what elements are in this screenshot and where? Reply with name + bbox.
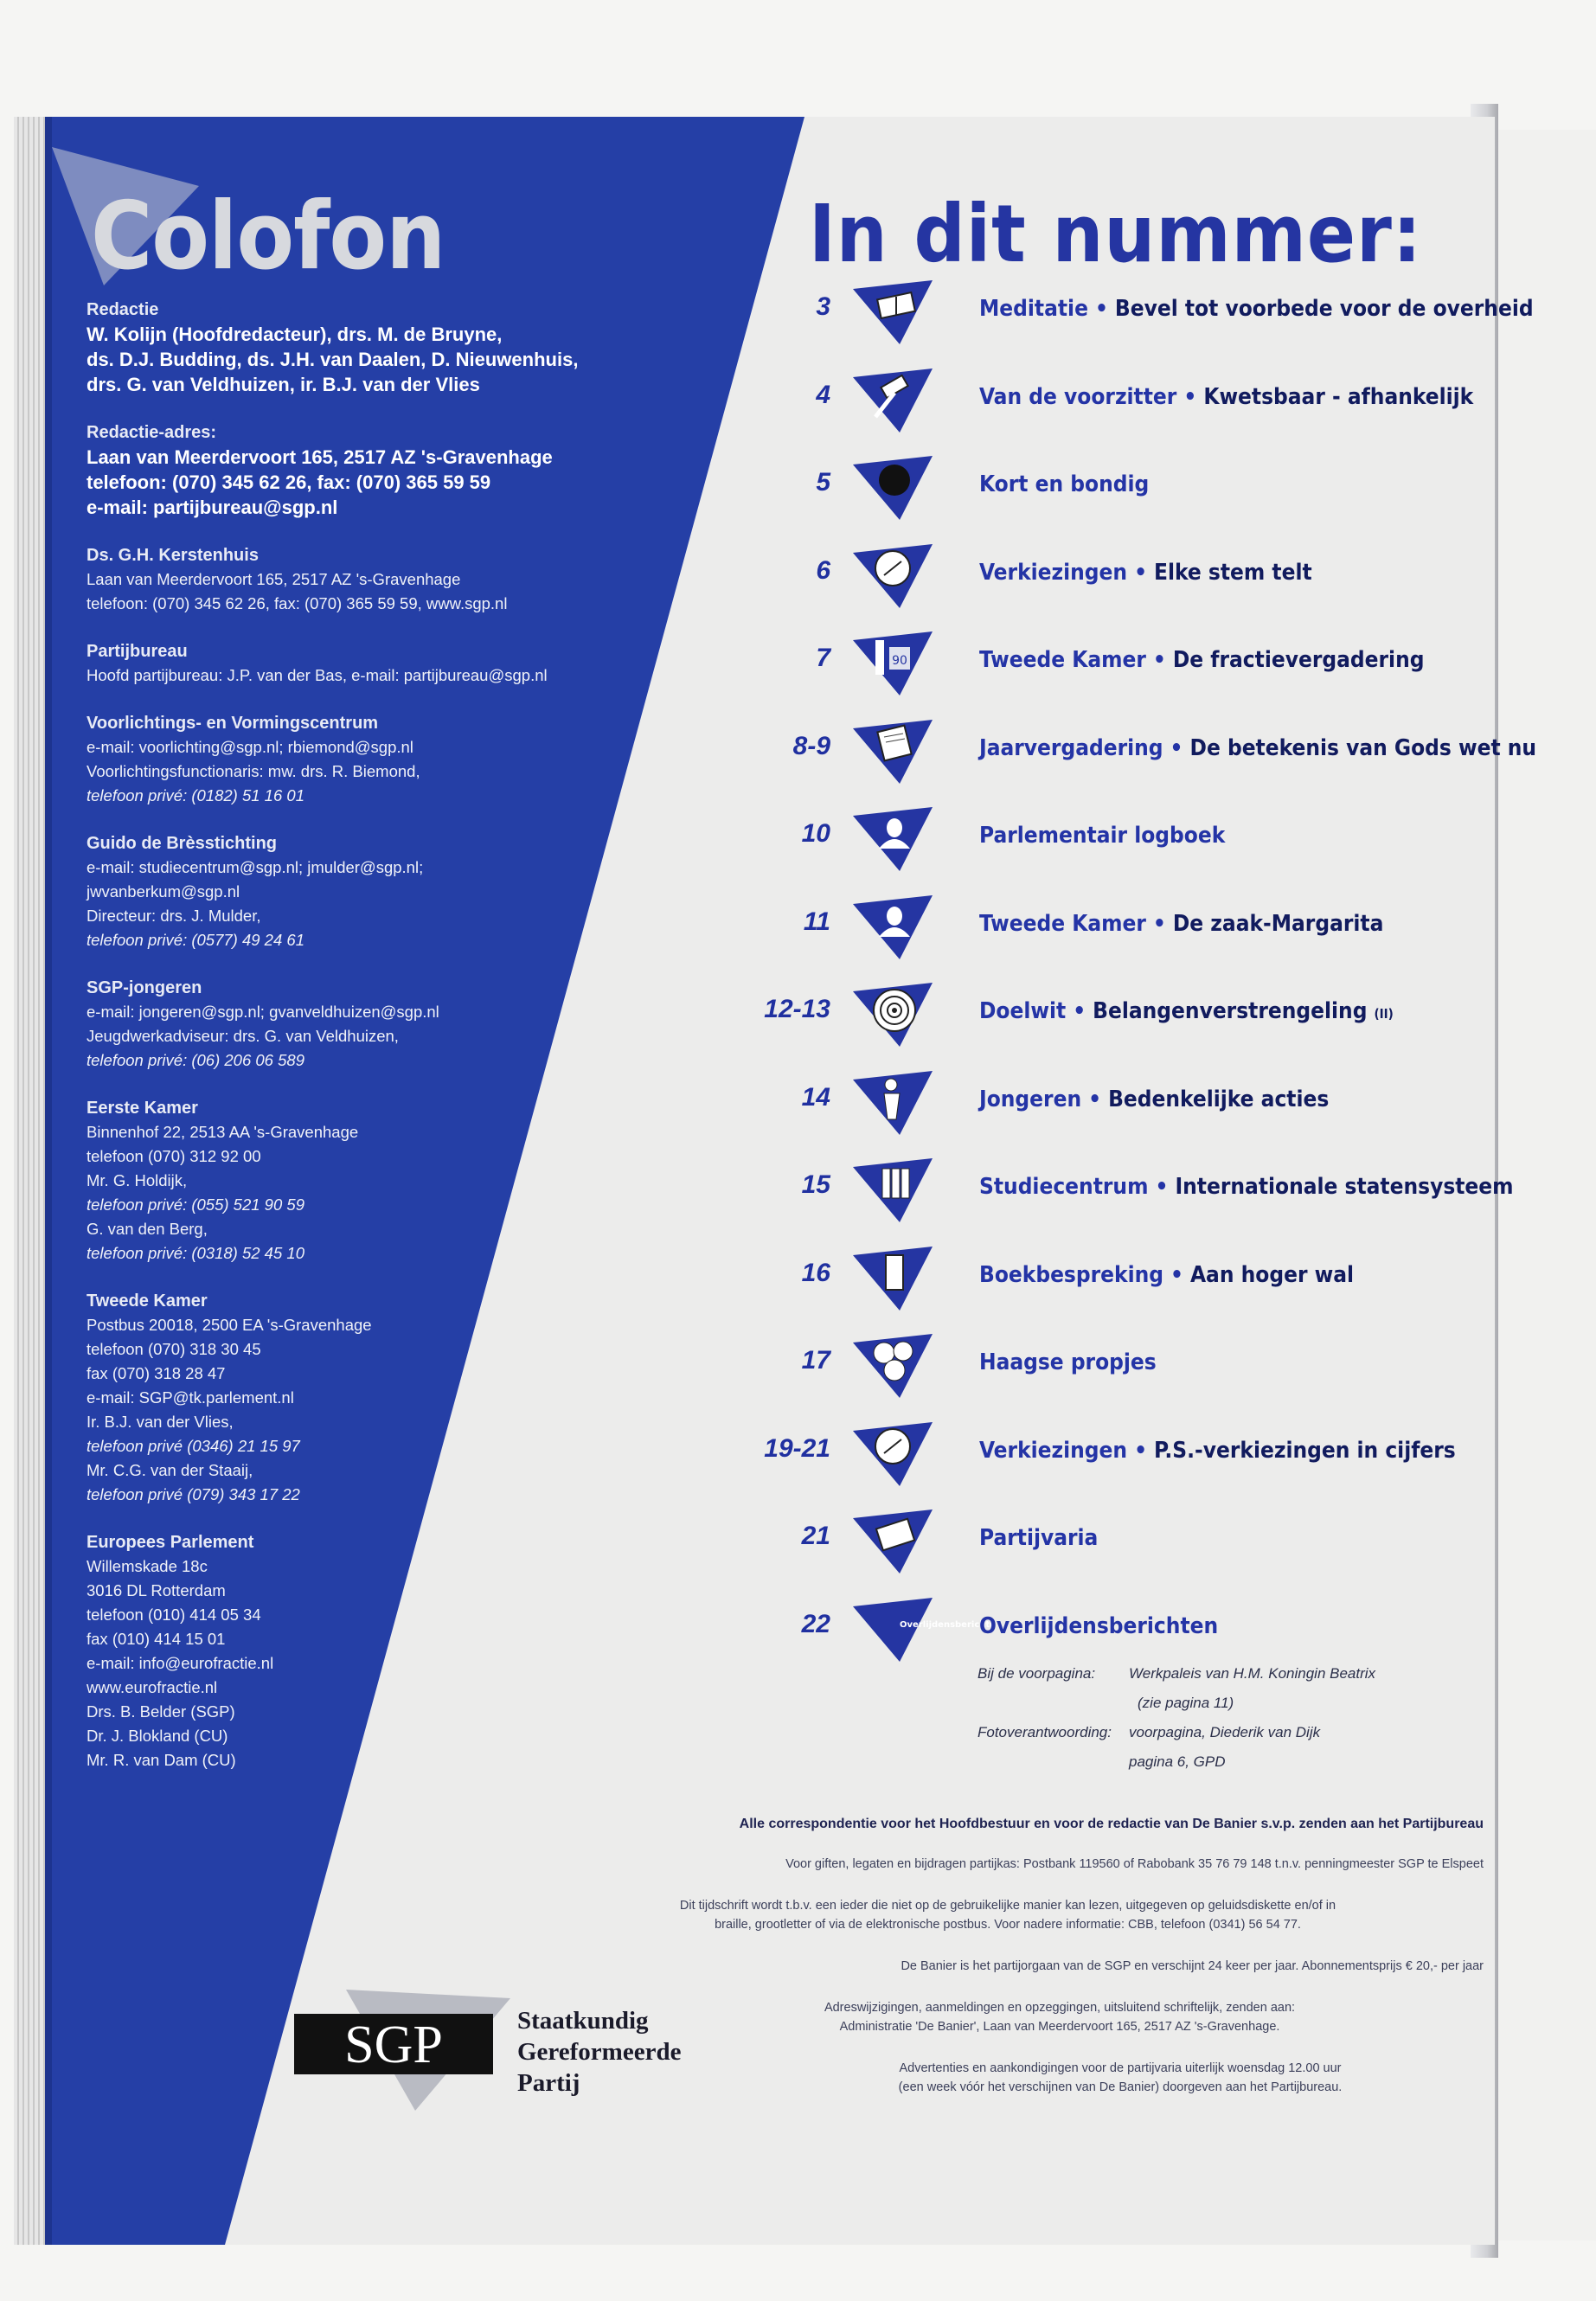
toc-page-number: 17 — [801, 1346, 830, 1375]
colofon-line: Willemskade 18c — [87, 1557, 208, 1575]
ads-line-2: (een week vóór het verschijnen van De Banier) doorgeven aan het Partijbureau. — [898, 2080, 1343, 2094]
toc-section: Boekbespreking — [979, 1261, 1163, 1288]
subscription-note: De Banier is het partijorgaan van de SGP en verschijnt 24 keer per jaar. Abonnementsprijs € 20,- per jaar — [901, 1959, 1484, 1973]
bullet-icon: • — [1152, 647, 1166, 673]
colofon-line: Dr. J. Blokland (CU) — [87, 1727, 228, 1745]
accessibility-note — [532, 1896, 1484, 1934]
toc-page-number: 4 — [816, 380, 830, 409]
sgp-logo — [294, 1990, 519, 2111]
document-icon — [849, 716, 927, 785]
sgp-name — [517, 2005, 681, 2099]
toc-article-title: Bedenkelijke acties — [1108, 1086, 1330, 1112]
colofon-line: telefoon (010) 414 05 34 — [87, 1606, 261, 1624]
colofon-heading: Partijbureau — [87, 642, 188, 661]
colofon-line: Laan van Meerdervoort 165, 2517 AZ 's-Gravenhage — [87, 446, 553, 468]
toc-title — [979, 1349, 1157, 1375]
toc-section: Jongeren — [979, 1086, 1082, 1112]
toc-item — [727, 452, 1488, 522]
toc-item — [727, 1506, 1488, 1575]
toc-page-number: 8-9 — [792, 731, 830, 760]
toc-page-number: 7 — [816, 644, 830, 672]
colofon-line: e-mail: jongeren@sgp.nl; gvanveldhuizen@sgp.nl — [87, 1003, 439, 1021]
toc-item — [727, 716, 1537, 785]
toc-title — [979, 1174, 1514, 1200]
colofon-block — [87, 298, 709, 1797]
toc-title — [979, 1613, 1218, 1639]
target-icon — [849, 979, 927, 1048]
colofon-line: Laan van Meerdervoort 165, 2517 AZ 's-Gravenhage — [87, 570, 461, 588]
sgp-name-line-2: Gereformeerde — [517, 2038, 682, 2066]
colofon-heading: Europees Parlement — [87, 1533, 254, 1552]
toc-page-number: 11 — [803, 907, 830, 936]
toc-article-title: De betekenis van Gods wet nu — [1189, 734, 1537, 761]
bullet-icon: • — [1183, 383, 1197, 410]
svg-text:90: 90 — [892, 654, 907, 668]
toc-item — [727, 892, 1488, 961]
colofon-line: telefoon (070) 318 30 45 — [87, 1340, 261, 1358]
colofon-heading: Eerste Kamer — [87, 1099, 198, 1118]
ballot-icon — [849, 1419, 927, 1488]
accessibility-line-1: Dit tijdschrift wordt t.b.v. een ieder die niet op de gebruikelijke manier kan lezen, uitgegeven op geluidsdiskette en/of in — [679, 1899, 1336, 1913]
books-icon — [849, 1155, 927, 1224]
sgp-name-line-3: Partij — [517, 2069, 580, 2097]
colofon-line: telefoon privé: (0182) 51 16 01 — [87, 786, 304, 804]
toc-item — [727, 1594, 1488, 1663]
toc-item — [727, 365, 1488, 434]
colofon-line: ds. D.J. Budding, ds. J.H. van Daalen, D. Nieuwenhuis, — [87, 349, 579, 370]
colofon-line: fax (010) 414 15 01 — [87, 1630, 226, 1648]
address-line-1: Adreswijzigingen, aanmeldingen en opzeggingen, uitsluitend schriftelijk, zenden aan: — [824, 2001, 1296, 2015]
cover-text-2: (zie pagina 11) — [1138, 1695, 1234, 1711]
obituary-icon — [849, 1594, 997, 1663]
colofon-line: e-mail: SGP@tk.parlement.nl — [87, 1388, 294, 1407]
colofon-line: Mr. G. Holdijk, — [87, 1171, 188, 1189]
toc-page-number: 15 — [801, 1170, 830, 1199]
photo-credits — [977, 1659, 1375, 1777]
colofon-line: telefoon privé: (0318) 52 45 10 — [87, 1244, 304, 1262]
accessibility-line-2: braille, grootletter of via de elektronische postbus. Voor nadere informatie: CBB, telefoon (0341) 56 54 77. — [715, 1918, 1301, 1932]
toc-item — [727, 277, 1534, 346]
toc-section: Haagse propjes — [979, 1349, 1157, 1375]
colofon-section — [87, 1097, 709, 1266]
toc-section: Meditatie — [979, 296, 1088, 322]
colofon-section — [87, 1290, 709, 1507]
toc-article-title: De fractievergadering — [1172, 647, 1425, 673]
colofon-line: Directeur: drs. J. Mulder, — [87, 907, 261, 925]
toc-page-number: 5 — [816, 468, 830, 497]
toc-article-title: Kwetsbaar - afhankelijk — [1203, 383, 1474, 410]
svg-text:Overlijdensberichten: Overlijdensberichten — [900, 1619, 997, 1630]
colofon-line: 3016 DL Rotterdam — [87, 1581, 226, 1599]
bullet-icon: • — [1134, 1437, 1148, 1464]
bullet-icon: • — [1170, 734, 1183, 761]
toc-page-number: 10 — [801, 819, 830, 848]
toc-section: Overlijdensberichten — [979, 1612, 1219, 1639]
colofon-section — [87, 977, 709, 1073]
colofon-line: Mr. R. van Dam (CU) — [87, 1751, 236, 1769]
toc-article-title: Belangenverstrengeling — [1093, 998, 1368, 1024]
toc-article-title: De zaak-Margarita — [1172, 910, 1384, 937]
toc-section: Verkiezingen — [979, 559, 1128, 586]
toc-page-number: 14 — [801, 1082, 830, 1112]
contents-title: In dit nummer: — [809, 188, 1422, 280]
colofon-heading: Redactie-adres: — [87, 423, 217, 442]
toc-section: Doelwit — [979, 998, 1067, 1024]
bullet-icon: • — [1094, 296, 1108, 322]
toc-section: Partijvaria — [979, 1525, 1099, 1551]
ads-line-1: Advertenties en aankondigingen voor de partijvaria uiterlijk woensdag 12.00 uur — [899, 2061, 1342, 2075]
colofon-line: telefoon privé (079) 343 17 22 — [87, 1485, 300, 1503]
toc-title — [979, 735, 1536, 761]
colofon-line: G. van den Berg, — [87, 1220, 208, 1238]
toc-title — [979, 1262, 1354, 1288]
half-circle-icon — [849, 452, 927, 522]
toc-item — [727, 1243, 1488, 1312]
colofon-line: www.eurofractie.nl — [87, 1678, 218, 1696]
ballot-icon — [849, 541, 927, 610]
toc-section: Studiecentrum — [979, 1174, 1149, 1200]
toc-page-number: 22 — [801, 1609, 830, 1638]
toc-page-number: 3 — [816, 292, 830, 321]
toc-article-title: Aan hoger wal — [1189, 1261, 1355, 1288]
portrait-icon — [849, 892, 927, 961]
colofon-heading: Ds. G.H. Kerstenhuis — [87, 546, 259, 565]
colofon-line: Mr. C.G. van der Staaij, — [87, 1461, 253, 1479]
gifts-note: Voor giften, legaten en bijdragen partijkas: Postbank 119560 of Rabobank 35 76 79 148 t.n.v. penningmeester SGP te Elspeet — [785, 1857, 1484, 1871]
colofon-line: telefoon privé (0346) 21 15 97 — [87, 1437, 300, 1455]
toc-section: Tweede Kamer — [979, 910, 1146, 937]
sgp-name-line-1: Staatkundig — [517, 2007, 649, 2035]
colofon-line: telefoon privé: (0577) 49 24 61 — [87, 931, 304, 949]
colofon-line: telefoon privé: (055) 521 90 59 — [87, 1195, 304, 1214]
colofon-line: Jeugdwerkadviseur: drs. G. van Veldhuizen, — [87, 1027, 399, 1045]
toc-title — [979, 1086, 1329, 1112]
toc-page-number: 21 — [801, 1522, 830, 1550]
colofon-section — [87, 298, 709, 397]
paper-balls-icon — [849, 1330, 927, 1400]
toc-article-title: P.S.-verkiezingen in cijfers — [1154, 1437, 1456, 1464]
bullet-icon: • — [1073, 998, 1086, 1024]
toc-page-number: 16 — [801, 1258, 830, 1287]
toc-item — [727, 628, 1488, 697]
toc-title — [979, 560, 1312, 586]
colofon-line: Hoofd partijbureau: J.P. van der Bas, e-mail: partijbureau@sgp.nl — [87, 666, 548, 684]
toc-title — [979, 911, 1383, 937]
toc-page-number: 19-21 — [764, 1433, 830, 1463]
colofon-line: e-mail: voorlichting@sgp.nl; rbiemond@sgp.nl — [87, 738, 413, 756]
colofon-section — [87, 544, 709, 616]
photo-label: Fotoverantwoording: — [977, 1724, 1112, 1740]
photo-text: voorpagina, Diederik van Dijk — [1129, 1724, 1321, 1740]
building-icon — [849, 628, 927, 697]
colofon-line: Postbus 20018, 2500 EA 's-Gravenhage — [87, 1316, 372, 1334]
colofon-heading: Guido de Brèsstichting — [87, 834, 278, 853]
toc-title — [979, 1525, 1098, 1551]
toc-item — [727, 804, 1488, 873]
toc-title — [979, 823, 1225, 849]
address-line-2: Administratie 'De Banier', Laan van Meerdervoort 165, 2517 AZ 's-Gravenhage. — [839, 2020, 1280, 2034]
sgp-logo-mark: SGP — [344, 2016, 443, 2074]
toc-item — [727, 541, 1488, 610]
toc-item — [727, 1419, 1488, 1488]
correspondence-note: Alle correspondentie voor het Hoofdbestuur en voor de redactie van De Banier s.v.p. zenden aan het Partijbureau — [739, 1817, 1484, 1831]
colofon-heading: Redactie — [87, 300, 159, 319]
bullet-icon: • — [1088, 1086, 1102, 1112]
book-icon — [849, 277, 927, 346]
toc-title — [979, 998, 1394, 1024]
toc-section: Verkiezingen — [979, 1437, 1128, 1464]
colofon-line: Voorlichtingsfunctionaris: mw. drs. R. Biemond, — [87, 762, 420, 780]
cover-label: Bij de voorpagina: — [977, 1665, 1096, 1682]
notepad-icon — [849, 1506, 927, 1575]
toc-title — [979, 384, 1473, 410]
portrait-icon — [849, 804, 927, 873]
toc-page-number: 12-13 — [764, 995, 830, 1023]
toc-suffix: (II) — [1374, 1006, 1394, 1022]
colofon-line: e-mail: partijbureau@sgp.nl — [87, 497, 338, 518]
toc-section: Jaarvergadering — [979, 734, 1163, 761]
colofon-section — [87, 712, 709, 808]
colofon-line: telefoon (070) 312 92 00 — [87, 1147, 261, 1165]
colofon-heading: Voorlichtings- en Vormingscentrum — [87, 714, 379, 733]
toc-page-number: 6 — [816, 555, 830, 585]
toc-item — [727, 1330, 1488, 1400]
colofon-line: drs. G. van Veldhuizen, ir. B.J. van der Vlies — [87, 374, 480, 395]
colofon-heading: SGP-jongeren — [87, 978, 202, 997]
toc-title — [979, 471, 1149, 497]
toc-section: Parlementair logboek — [979, 823, 1226, 849]
toc-article-title: Internationale statensysteem — [1175, 1174, 1514, 1200]
colofon-line: fax (070) 318 28 47 — [87, 1364, 226, 1382]
colofon-line: telefoon: (070) 345 62 26, fax: (070) 365 59 59 — [87, 471, 491, 493]
toc-title — [979, 296, 1534, 322]
colofon-section — [87, 832, 709, 952]
toc-section: Van de voorzitter — [979, 383, 1177, 410]
colofon-line: Ir. B.J. van der Vlies, — [87, 1413, 234, 1431]
gavel-icon — [849, 365, 927, 434]
toc-title — [979, 647, 1424, 673]
toc-item — [727, 979, 1488, 1048]
bullet-icon: • — [1134, 559, 1148, 586]
colofon-section — [87, 1531, 709, 1772]
toc-title — [979, 1438, 1456, 1464]
toc-item — [727, 1067, 1488, 1137]
colofon-line: telefoon privé: (06) 206 06 589 — [87, 1051, 304, 1069]
colofon-line: e-mail: info@eurofractie.nl — [87, 1654, 274, 1672]
book-standing-icon — [849, 1243, 927, 1312]
colofon-line: W. Kolijn (Hoofdredacteur), drs. M. de Bruyne, — [87, 324, 503, 345]
toc-section: Kort en bondig — [979, 471, 1150, 497]
bullet-icon: • — [1170, 1261, 1183, 1288]
toc-article-title: Bevel tot voorbede voor de overheid — [1114, 296, 1534, 322]
bullet-icon: • — [1155, 1174, 1169, 1200]
colofon-line: telefoon: (070) 345 62 26, fax: (070) 365 59 59, www.sgp.nl — [87, 594, 508, 612]
colofon-line: Binnenhof 22, 2513 AA 's-Gravenhage — [87, 1123, 359, 1141]
cover-text: Werkpaleis van H.M. Koningin Beatrix — [1129, 1665, 1376, 1682]
colofon-section — [87, 421, 709, 520]
toc-section: Tweede Kamer — [979, 647, 1146, 673]
photo-text-2: pagina 6, GPD — [1129, 1753, 1226, 1770]
colofon-title: Colofon — [91, 183, 445, 291]
colofon-section — [87, 640, 709, 688]
toc-item — [727, 1155, 1514, 1224]
colofon-line: Drs. B. Belder (SGP) — [87, 1702, 235, 1721]
bullet-icon: • — [1152, 910, 1166, 937]
colofon-line: jwvanberkum@sgp.nl — [87, 882, 240, 901]
colofon-line: e-mail: studiecentrum@sgp.nl; jmulder@sgp.nl; — [87, 858, 424, 876]
toc-article-title: Elke stem telt — [1154, 559, 1312, 586]
person-icon — [849, 1067, 927, 1137]
colofon-heading: Tweede Kamer — [87, 1292, 208, 1311]
